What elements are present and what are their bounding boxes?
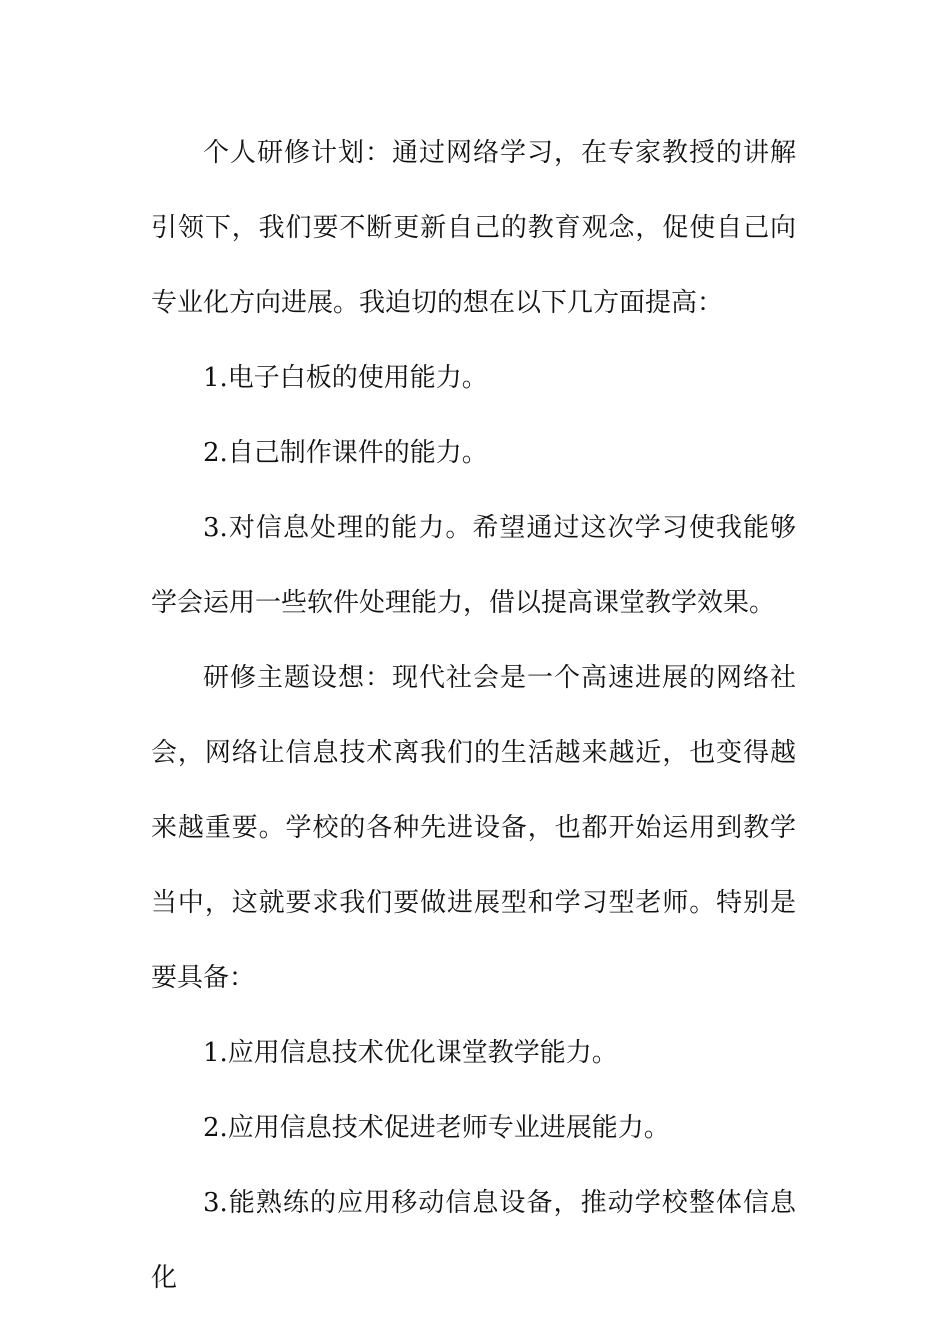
paragraph-research-theme: 研修主题设想：现代社会是一个高速进展的网络社会，网络让信息技术离我们的生活越来越近，也变得越来越重要。学校的各种先进设备，也都开始运用到教学当中，这就要求我们要做进展型和学习型老师。特别是要具备： — [151, 663, 796, 993]
list-item-information-processing: 3.对信息处理的能力。希望通过这次学习使我能够学会运用一些软件处理能力，借以提高课堂教学效果。 — [151, 513, 796, 618]
list-item-optimize-teaching: 1.应用信息技术优化课堂教学能力。 — [203, 1038, 618, 1068]
list-item-mobile-devices: 3.能熟练的应用移动信息设备，推动学校整体信息化 — [151, 1188, 796, 1293]
list-item-teacher-development: 2.应用信息技术促进老师专业进展能力。 — [203, 1113, 670, 1143]
list-item-courseware: 2.自己制作课件的能力。 — [203, 438, 488, 468]
document-body — [151, 116, 796, 1316]
paragraph-personal-plan: 个人研修计划：通过网络学习，在专家教授的讲解引领下，我们要不断更新自己的教育观念，促使自己向专业化方向进展。我迫切的想在以下几方面提高： — [151, 138, 796, 318]
list-item-whiteboard: 1.电子白板的使用能力。 — [203, 363, 488, 393]
